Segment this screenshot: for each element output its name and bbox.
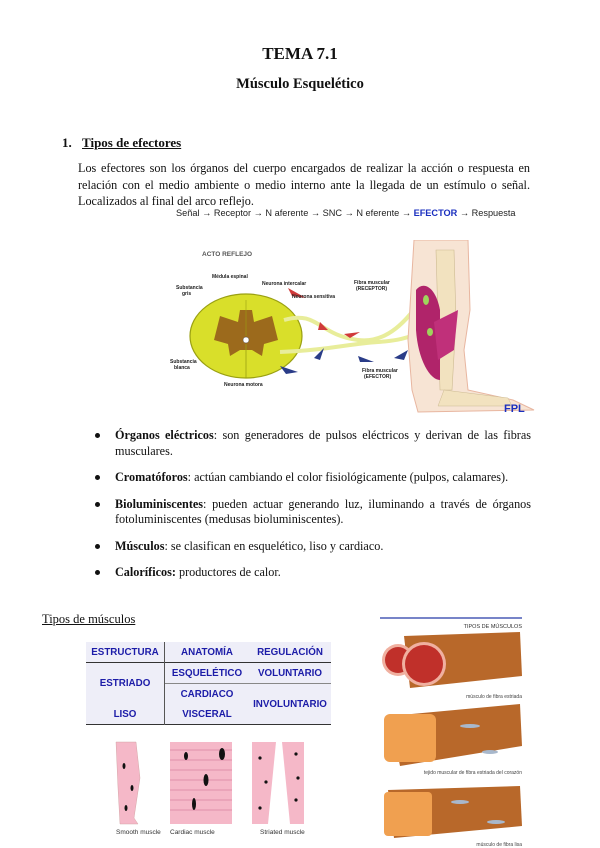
document-subtitle: Músculo Esquelético <box>236 76 364 92</box>
svg-text:Neurona sensitiva: Neurona sensitiva <box>292 294 336 300</box>
list-item <box>95 428 531 459</box>
reflex-arc-figure <box>168 240 540 416</box>
section-title: Tipos de efectores <box>82 135 182 150</box>
bullet-icon <box>95 475 100 480</box>
intro-paragraph: Los efectores son los órganos del cuerpo encargados de realizar la acción o respuesta en relación con el medio ambiente o medio interno ante la llegada de un estímulo o señal. Localizados al final del arco reflejo. <box>78 161 530 208</box>
fpl-logo: FPL <box>504 403 525 415</box>
svg-text:Neurona intercalar: Neurona intercalar <box>262 281 307 287</box>
flow-step: Receptor <box>213 208 252 218</box>
label-striated: Striated muscle <box>260 829 305 836</box>
caption-smooth: músculo de fibra lisa <box>476 842 522 848</box>
muscle-types-table <box>86 642 331 725</box>
item-text: productores de calor. <box>175 565 281 579</box>
list-item <box>95 470 531 486</box>
illustration-title: TIPOS DE MÚSCULOS <box>463 624 522 630</box>
item-text: : pueden actuar generando luz, iluminando a través de órganos fotoluminiscentes (medusas bioluminiscentes). <box>115 496 531 526</box>
svg-text:Substancia: Substancia <box>170 359 197 365</box>
item-term: Cromatóforos <box>115 470 188 484</box>
reflex-flow <box>176 208 516 218</box>
svg-text:blanca: blanca <box>174 365 190 371</box>
label-smooth: Smooth muscle <box>116 829 161 836</box>
item-text: : son generadores de pulsos eléctricos y derivan de las fibras musculares. <box>115 428 532 458</box>
arrow-icon: → <box>310 208 321 218</box>
arrow-icon: → <box>253 208 263 218</box>
list-item <box>95 539 531 555</box>
table-header: ESTRUCTURA <box>86 642 165 663</box>
table-cell: LISO <box>86 704 165 725</box>
flow-step: Respuesta <box>471 208 516 218</box>
list-item <box>95 497 531 528</box>
table-header: REGULACIÓN <box>257 646 323 658</box>
item-term: Bioluminiscentes <box>115 496 204 511</box>
bullet-icon <box>95 544 100 549</box>
table-cell: CARDIACO <box>180 688 234 700</box>
effector-list <box>95 428 531 592</box>
item-text: : se clasifican en esquelético, liso y cardiaco. <box>164 538 384 553</box>
section-number: 1. <box>62 135 72 150</box>
item-term: Músculos <box>115 538 165 553</box>
svg-text:Substancia: Substancia <box>176 285 203 291</box>
table-cell: ESTRIADO <box>86 663 165 705</box>
arrow-icon: → <box>344 208 354 218</box>
bullet-icon <box>95 502 100 507</box>
item-term: Caloríficos: <box>115 565 176 579</box>
muscle-types-heading: Tipos de músculos <box>42 612 136 626</box>
caption-striated: músculo de fibra estriada <box>466 694 522 700</box>
arrow-icon: → <box>459 208 470 218</box>
flow-step: N aferente <box>265 208 309 218</box>
svg-text:gris: gris <box>182 291 192 297</box>
bullet-icon <box>95 570 100 575</box>
table-header: ANATOMÍA <box>181 646 233 658</box>
muscle-histology-figure <box>110 738 310 846</box>
caption-cardiac: tejido muscular de fibra estriada del corazón <box>423 770 522 776</box>
arrow-icon: → <box>202 208 212 218</box>
figure-title: ACTO REFLEJO <box>202 251 253 258</box>
flow-step: Señal <box>176 208 200 218</box>
flow-step: SNC <box>322 208 343 218</box>
flow-step: N eferente <box>356 208 400 218</box>
table-cell: VOLUNTARIO <box>249 663 331 684</box>
svg-text:Neurona motora: Neurona motora <box>224 382 263 388</box>
arrow-icon: → <box>401 208 411 218</box>
svg-text:Fibra muscular: Fibra muscular <box>362 368 398 374</box>
list-item <box>95 565 531 581</box>
table-cell: INVOLUNTARIO <box>253 698 327 710</box>
svg-text:Fibra muscular: Fibra muscular <box>354 280 390 286</box>
table-cell: ESQUELÉTICO <box>165 663 250 684</box>
label-cardiac: Cardiac muscle <box>170 829 215 836</box>
document-title: TEMA 7.1 <box>262 44 338 63</box>
section-heading <box>62 135 181 151</box>
svg-text:(EFECTOR): (EFECTOR) <box>364 374 392 380</box>
muscle-types-illustration <box>380 616 525 848</box>
svg-text:Médula espinal: Médula espinal <box>212 274 248 280</box>
table-cell: VISCERAL <box>182 708 232 720</box>
item-term: Órganos eléctricos <box>115 428 214 442</box>
svg-text:(RECEPTOR): (RECEPTOR) <box>356 286 388 292</box>
bullet-icon <box>95 433 100 438</box>
flow-step-highlight: EFECTOR <box>413 208 458 218</box>
item-text: : actúan cambiando el color fisiológicamente (pulpos, calamares). <box>187 470 509 484</box>
